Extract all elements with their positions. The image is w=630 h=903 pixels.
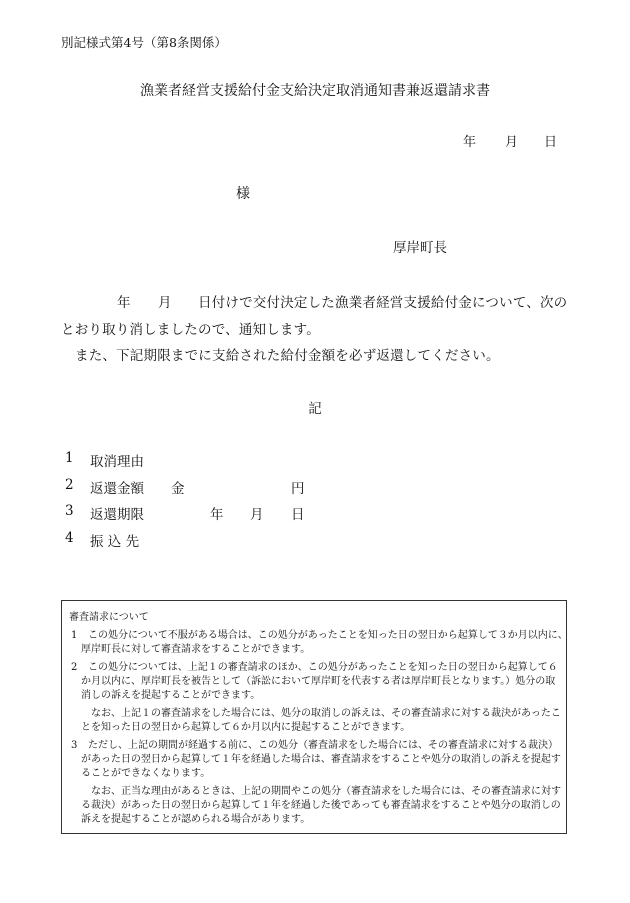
item2-yen: 円: [291, 481, 305, 497]
date-month: 月: [505, 135, 519, 150]
notice-p3-line5: る裁決）があった日の翌日から起算して１年を経過した後であっても審査請求をすることや処分の取消しの: [81, 800, 561, 811]
notice-p2-line2: か月以内に、厚岸町長を被告として（訴訟において厚岸町を代表する者は厚岸町長となります。）処分の取: [81, 676, 556, 687]
item3-year: 年: [210, 507, 224, 523]
notice-p3-line1: ただし、上記の期間が経過する前に、この処分（審査請求をした場合には、その審査請求に対する裁決）: [88, 740, 558, 751]
recipient-suffix: 様: [236, 186, 250, 202]
notice-p2-line5: とを知った日の翌日から起算して６か月以内に提起することができます。: [81, 722, 411, 733]
item2-label: 返還金額: [90, 481, 144, 497]
item3-day: 日: [291, 507, 305, 523]
item2-number: 2: [65, 477, 74, 493]
date-day: 日: [544, 135, 558, 150]
notice-p2-line3: 消しの訴えを提起することができます。: [81, 690, 261, 701]
notice-heading: 審査請求について: [69, 612, 149, 623]
notice-p3-line3: ることができなくなります。: [81, 768, 211, 779]
item3-label: 返還期限: [90, 507, 144, 523]
item2-kin: 金: [171, 481, 185, 497]
notice-p3-line4: なお、正当な理由があるときは、上記の期間やこの処分（審査請求をした場合には、その審査請求に対す: [91, 786, 561, 797]
item1-label: 取消理由: [90, 454, 144, 470]
appeal-notice-box: [61, 600, 567, 834]
notice-p2-line1: この処分については、上記１の審査請求のほか、この処分があったことを知った日の翌日から起算して６: [88, 662, 558, 673]
notice-p3-line2: があった日の翌日から起算して１年を経過した場合は、審査請求をすることや処分の取消しの訴えを提起す: [81, 754, 561, 765]
item4-number: 4: [65, 530, 74, 546]
form-number: 別記様式第4号（第8条関係）: [61, 35, 227, 50]
body-line3: また、下記期限までに支給された給付金額を必ず返還してください。: [75, 348, 500, 364]
document-title: 漁業者経営支援給付金支給決定取消通知書兼返還請求書: [140, 83, 490, 99]
notice-p1-line1: この処分について不服がある場合は、この処分があったことを知った日の翌日から起算して３か月以内に、: [88, 630, 568, 641]
item4-label: 振 込 先: [90, 534, 140, 550]
notice-p3-number: 3: [71, 740, 78, 751]
body-month: 月: [158, 295, 172, 311]
ki-heading: 記: [308, 401, 322, 417]
sender-name: 厚岸町長: [393, 240, 447, 256]
notice-p1-line2: 厚岸町長に対して審査請求をすることができます。: [81, 644, 311, 655]
date-year: 年: [463, 135, 477, 150]
body-line2: とおり取り消しましたので、通知します。: [61, 322, 320, 338]
item1-number: 1: [65, 450, 74, 466]
notice-p1-number: 1: [71, 630, 78, 641]
body-year: 年: [117, 295, 131, 311]
notice-p2-number: 2: [71, 662, 78, 673]
notice-p3-line6: 訴えを提起することが認められる場合があります。: [81, 814, 311, 825]
body-line1: 日付けで交付決定した漁業者経営支援給付金について、次の: [198, 295, 568, 311]
item3-number: 3: [65, 503, 74, 519]
item3-month: 月: [250, 507, 264, 523]
notice-p2-line4: なお、上記１の審査請求をした場合には、処分の取消しの訴えは、その審査請求に対する裁決があったこ: [91, 708, 561, 719]
